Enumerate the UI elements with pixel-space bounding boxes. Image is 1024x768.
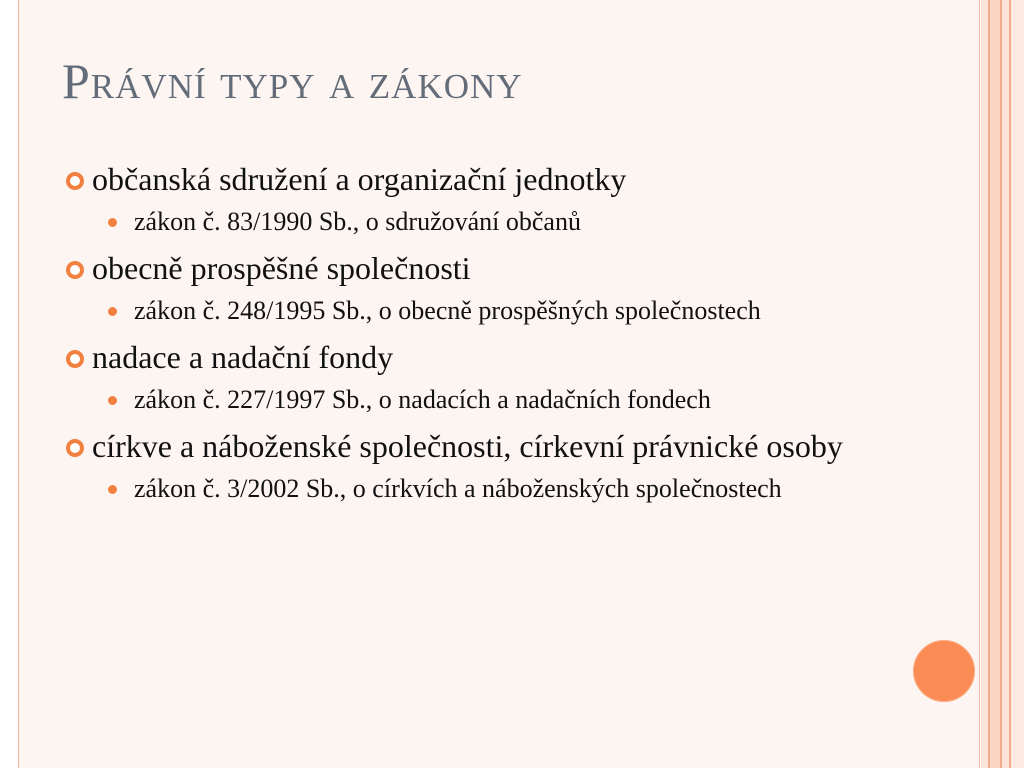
ring-bullet-icon bbox=[66, 439, 84, 457]
sub-bullet-item bbox=[108, 206, 886, 237]
sub-bullet-text: zákon č. 248/1995 Sb., o obecně prospěšných společnostech bbox=[134, 296, 761, 325]
bullet-item bbox=[66, 160, 886, 198]
sub-bullet-item bbox=[108, 384, 886, 415]
bullet-text: občanská sdružení a organizační jednotky bbox=[92, 161, 627, 197]
decorative-stripe bbox=[1011, 0, 1024, 768]
bullet-item bbox=[66, 249, 886, 287]
bullet-text: obecně prospěšné společnosti bbox=[92, 250, 471, 286]
sub-bullet-text: zákon č. 83/1990 Sb., o sdružování občanů bbox=[134, 207, 581, 236]
dot-bullet-icon bbox=[108, 396, 117, 405]
sub-bullet-item bbox=[108, 295, 886, 326]
slide-title: Právní typy a zákony bbox=[62, 53, 523, 109]
ring-bullet-icon bbox=[66, 172, 84, 190]
dot-bullet-icon bbox=[108, 218, 117, 227]
bullet-text: církve a náboženské společnosti, církevní právnické osoby bbox=[92, 428, 843, 464]
decorative-stripe bbox=[981, 0, 988, 768]
dot-bullet-icon bbox=[108, 307, 117, 316]
dot-bullet-icon bbox=[108, 485, 117, 494]
bullet-item bbox=[66, 338, 886, 376]
sub-bullet-text: zákon č. 227/1997 Sb., o nadacích a nadačních fondech bbox=[134, 385, 711, 414]
decorative-stripe bbox=[1002, 0, 1009, 768]
bullet-list bbox=[66, 160, 886, 504]
sub-bullet-item bbox=[108, 473, 886, 504]
decorative-circle bbox=[913, 640, 975, 702]
bullet-text: nadace a nadační fondy bbox=[92, 339, 394, 375]
sub-bullet-text: zákon č. 3/2002 Sb., o církvích a náboženských společnostech bbox=[134, 474, 782, 503]
bullet-item bbox=[66, 427, 886, 465]
decorative-stripe bbox=[990, 0, 1000, 768]
ring-bullet-icon bbox=[66, 261, 84, 279]
ring-bullet-icon bbox=[66, 350, 84, 368]
